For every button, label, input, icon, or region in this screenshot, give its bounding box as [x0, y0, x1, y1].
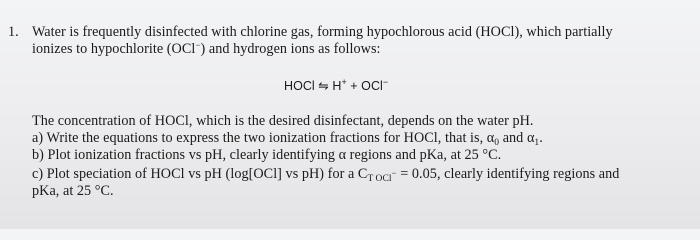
part-c-pre: c) Plot speciation of HOCl vs pH (log[OCl] vs pH) for a C	[32, 166, 368, 182]
part-b-post: regions and pKa, at 25 °C.	[346, 147, 502, 163]
alpha-0-symbol: α	[486, 130, 495, 146]
part-a-text	[32, 130, 543, 147]
equation-reactant: HOCl	[284, 79, 315, 93]
equation-hypochlorite: OCl	[361, 79, 383, 93]
total-concentration-charge: −	[391, 168, 397, 178]
equation-hypochlorite-charge: −	[382, 77, 389, 87]
part-a-mid: and	[499, 130, 527, 146]
part-a-post: .	[539, 130, 543, 146]
alpha-0-subscript: 0	[494, 138, 500, 148]
total-concentration-subscript-text: T OCl	[367, 174, 392, 184]
question-line-2	[32, 41, 381, 58]
equation-hydrogen-charge: +	[341, 77, 347, 87]
part-b-pre: b) Plot ionization fractions vs pH, clearly identifying	[32, 147, 339, 163]
alpha-symbol: α	[338, 147, 347, 163]
intro-text: The concentration of HOCl, which is the desired disinfectant, depends on the water pH.	[32, 113, 534, 129]
question-line-2-post: ) and hydrogen ions as follows:	[200, 41, 381, 57]
part-c-post: = 0.05, clearly identifying regions and	[396, 166, 620, 182]
hypochlorite-charge: −	[195, 40, 201, 50]
part-b-text	[32, 147, 501, 164]
alpha-1-subscript: 1	[534, 138, 540, 148]
part-a-pre: a) Write the equations to express the two ionization fractions for HOCl, that is,	[32, 130, 487, 146]
ionization-equation	[284, 78, 388, 95]
total-concentration-subscript	[367, 168, 397, 184]
question-line-1: Water is frequently disinfected with chlorine gas, forming hypochlorous acid (HOCl), which partially	[32, 24, 613, 40]
equilibrium-arrow-icon: ⇋	[318, 79, 329, 93]
part-c-text	[32, 166, 619, 183]
part-c-continuation: pKa, at 25 °C.	[32, 183, 114, 199]
question-line-2-pre: ionizes to hypochlorite (OCl	[32, 41, 196, 57]
equation-plus: +	[350, 79, 358, 93]
equation-hydrogen: H	[332, 79, 342, 93]
question-number: 1.	[8, 24, 19, 40]
alpha-1-symbol: α	[526, 130, 535, 146]
